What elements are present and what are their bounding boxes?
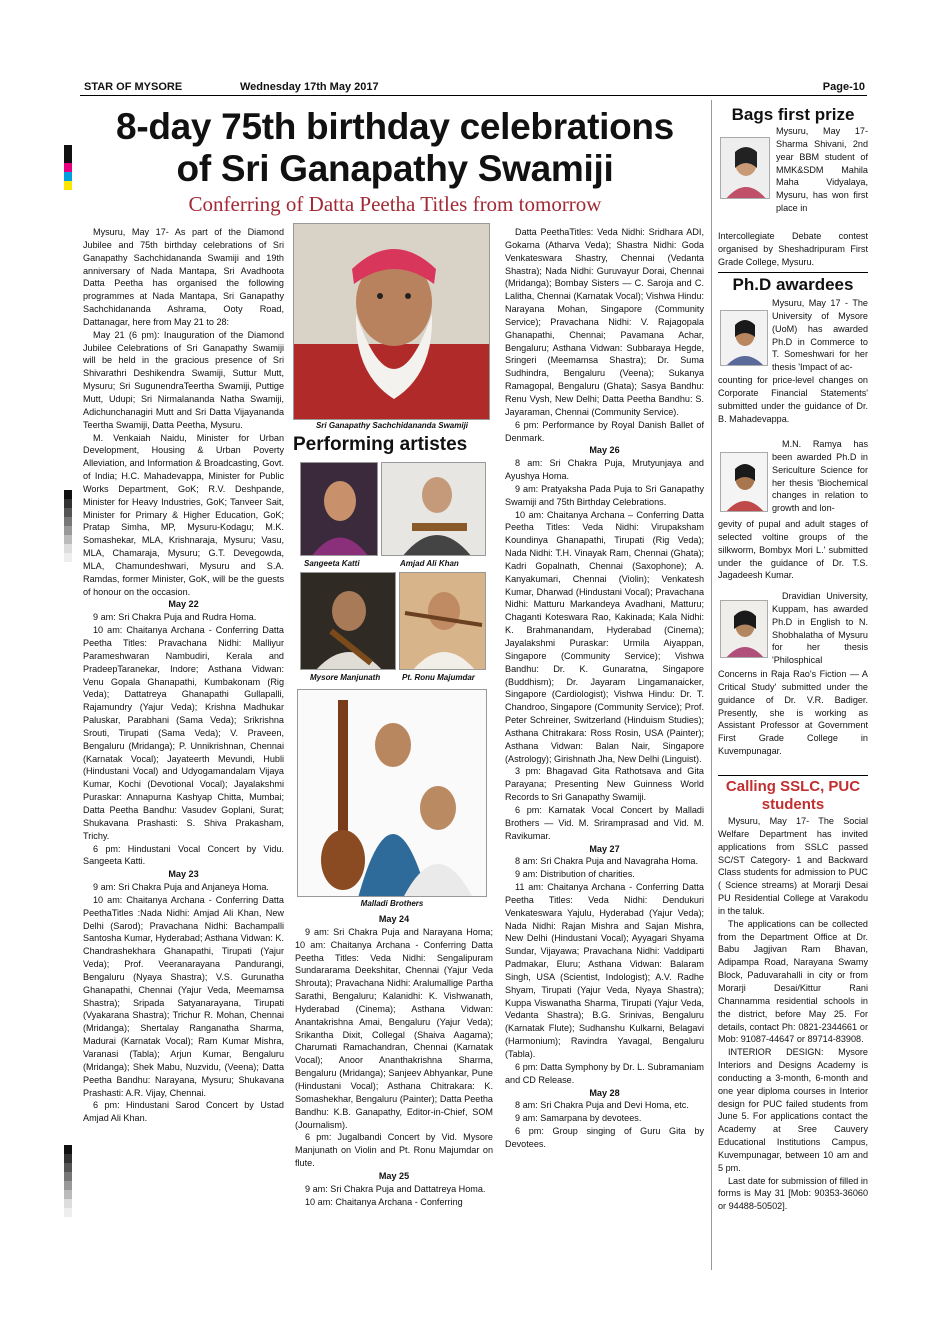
article-paragraph: 9 am: Sri Chakra Puja and Rudra Homa. bbox=[93, 612, 257, 623]
article-paragraph: Mysuru, May 17- The Social Welfare Department has invited applications from SSLC passed SC/ST Category- 1 and Backward Class students for admission to PUC ( Science streams) at Morarji Desai PU Residential College at Varakodu in the taluk. bbox=[718, 816, 868, 916]
date-subheading: May 22 bbox=[168, 599, 199, 610]
article-paragraph: 6 pm: Hindustani Vocal Concert by Vidu. Sangeeta Katti. bbox=[83, 843, 284, 867]
photo-swamiji bbox=[293, 223, 490, 420]
phd-p3-text: Dravidian University, Kuppam, has awarded Ph.D in English to N. Shobhalatha of Mysuru for her thesis 'Philosphical bbox=[772, 591, 868, 666]
article-paragraph: 10 am: Chaitanya Archana - Conferring bbox=[305, 1196, 463, 1207]
article-paragraph: The applications can be collected from the Department Office at Dr. Babu Jagjivan Ram Bhavan, Adipampa Road, Narayana Swamy Block, Paduvarahalli in city or from Morarji Desai/Kittur Rani Channamma residential schools in the district, before May 25. For details, contact Ph: 0821-2344661 or Mob: 91087-44647 or 89714-83908. bbox=[718, 918, 868, 1045]
performing-artistes-heading: Performing artistes bbox=[293, 434, 468, 455]
bags-text-wrap: Mysuru, May 17- Sharma Shivani, 2nd year BBM student of MMK&SDM Mahila Maha Vidyalaya, Mysuru, has won first place in bbox=[776, 126, 868, 214]
phd-p3-wrap bbox=[772, 590, 868, 667]
phd-p3-rest: Concerns in Raja Rao's Fiction — A Critical Study' submitted under the guidance of Dr. V.R. Badiger. Presently, she is working as Assistant Professor at Government First Grade College in Kuvempunagar. bbox=[718, 669, 868, 757]
photo-amjad-ali-khan bbox=[381, 462, 486, 556]
date-subheading: May 24 bbox=[378, 914, 410, 924]
photo-sharma-shivani bbox=[720, 137, 770, 199]
phd-p2-text: M.N. Ramya has been awarded Ph.D in Sericulture Science for her thesis 'Biochemical changes in relation to growth and lon- bbox=[772, 439, 868, 514]
caption-manjunath: Mysore Manjunath bbox=[310, 673, 381, 682]
caption-malladi: Malladi Brothers bbox=[360, 899, 424, 908]
article-paragraph: 9 am: Pratyaksha Pada Puja to Sri Ganapathy Swamiji and 75th Birthday Celebrations. bbox=[505, 483, 704, 507]
caption-khan: Amjad Ali Khan bbox=[400, 559, 459, 568]
article-paragraph: 6 pm: Jugalbandi Concert by Vid. Mysore Manjunath on Violin and Pt. Ronu Majumdar on flute. bbox=[295, 1132, 493, 1169]
date-subheading: May 23 bbox=[168, 869, 199, 880]
phd-p1-rest: counting for price-level changes on Corporate Financial Statements' submitted under the guidance of Dr. B. Mahadevappa. bbox=[718, 375, 868, 424]
page-number: Page-10 bbox=[822, 81, 865, 93]
photo-sangeeta-katti bbox=[300, 462, 378, 556]
phd-heading: Ph.D awardees bbox=[732, 275, 854, 294]
article-paragraph: 3 pm: Bhagavad Gita Rathotsava and Gita Parayana; Presenting New Guinness World Records to Sri Ganapathy Swamiji. bbox=[505, 766, 704, 803]
caption-swamiji: Sri Ganapathy Sachchidananda Swamiji bbox=[315, 421, 469, 430]
subheadline: Conferring of Datta Peetha Titles from tomorrow bbox=[188, 192, 602, 216]
article-paragraph: Datta PeethaTitles: Veda Nidhi: Sridhara ADI, Gokarna (Atharva Veda); Shastra Nidhi: Goda Venkateswara Shastry, Chennai (Vedanta Shastra); Nada Nidhi: Guruvayur Dorai, Chennai (Mridanga); Bombay Sisters — C. Saroja and C. Lalitha, Chennai (Karnatak Vocal); Vishwa Hindu: Narayana Mohan, Singapore (Community Service); Pravachana Nidhi: V. Rajagopala Ghanapathi, Chennai; Pavamana Achar, Bengaluru; Asthana Vidwan: Subbaraya Hegde, Sringeri (Meemamsa Shastra); Dr. Suma Sudhindra, Bengaluru (Veena); Sukanya Ramagopal, Bengaluru (Ghata); Sasya Bandhu: Renu Vysh, New Delhi; Datta Peetha Bandhu: S. Jayaraman, Chennai (Community Service). bbox=[505, 227, 704, 417]
headline-line-2: of Sri Ganapathy Swamiji bbox=[176, 148, 614, 189]
photo-shobhalatha bbox=[720, 600, 768, 658]
photo-ronu-majumdar bbox=[399, 572, 486, 670]
column-divider bbox=[711, 100, 712, 1270]
article-paragraph: 6 pm: Group singing of Guru Gita by Devotees. bbox=[505, 1126, 704, 1149]
caption-majumdar: Pt. Ronu Majumdar bbox=[402, 673, 475, 682]
article-paragraph: Mysuru, May 17- As part of the Diamond Jubilee and 75th birthday celebrations of Sri Ganapathy Sachchidananda Swamiji and 19th anniversary of Nada Mantapa, Sri Avadhoota Datta Peetha has organised the following programmes at Nada Mantapa, Sri Ganapathy Sachchidananda Ashrama, Ooty Road, Dattanagar, here from May 21 to 28: bbox=[83, 227, 284, 327]
article-paragraph: Last date for submission of filled in forms is May 31 [Mob: 90353-36060 or 94488-50502]. bbox=[718, 1175, 868, 1212]
article-paragraph: M. Venkaiah Naidu, Minister for Urban Development, Housing & Urban Poverty Alleviation, and Information & Broadcasting, Govt. of India; H.C. Mahadevappa, Minister for Public Works Department, GoK; R.V. Deshpande, Minister for Heavy Industries, GoK; Tanveer Sait, Minister for Primary & Higher Education, GoK; Pratap Simha, MP, Mysuru-Kodagu; M.K. Somashekar, MLA, Krishnaraja, Mysuru; Vasu, MLA, Chamaraja, Mysuru; G.T. Devegowda, MLA, Chamundeshwari, Mysuru and S.A. Ramdas, former Minister, GoK, will be the guests of honour on the occasion. bbox=[83, 432, 284, 597]
article-paragraph: 6 pm: Datta Symphony by Dr. L. Subramaniam and CD Release. bbox=[505, 1061, 704, 1085]
article-paragraph: 9 am: Sri Chakra Puja and Narayana Homa; 10 am: Chaitanya Archana - Conferring Datta Peetha Titles: Veda Nidhi: Sengalipuram Sundararama Deekshitar, Chennai (Yajur Veda Shrouta); Pravachana Nidhi: Aralumallige Partha Sarathi, Bengaluru; Kalanidhi: K. Vishwanath, Hyderabad (Cinema); Asthana Vidwan: Anantakrishna Amai, Bengaluru (Yajur Veda); Srikantha Dixit, Collegal (Shaiva Aagama); Charumati Ramachandran, Chennai (Karnatak Vocal); Anoor Ananthakrishna Sharma, Bengaluru (Mridanga); Sanjeev Abhyankar, Pune (Hindustani Vocal); Asthana Chitrakara: K. Somashekhar, Bengaluru (Painter); Datta Peetha Bandhu: K.B. Ganapathy, Editor-in-Chief, SOM (Journalism). bbox=[295, 926, 493, 1130]
article-paragraph: 8 am: Sri Chakra Puja, Mrutyunjaya and Ayushya Homa. bbox=[505, 458, 704, 482]
article-paragraph: 10 am: Chaitanya Archana - Conferring Datta Peetha Titles: Pravachana Nidhi: Malliyur Parameshwaran Nambudiri, Kerala and PradeepTaranekar, Indore; Asthana Vidwan: Venu Gopala Ghanapathi, Kumbakonam (Rig Veda); Dattatreya Ghanapathi Gullapalli, Rajamundry (Yajur Veda); Krishna Madhukar Paluskar, Parabhani (Sama Veda); Srikrishna Srouti, Tirupati (Sama Veda); V. Praveen, Bengaluru (Mridanga); P. Unnikrishnan, Chennai (Karnatak Vocal); Jayateerth Mevundi, Hubli (Hindustani Vocal) and Udyogamandalam Vijaya Kumar, Kochi (Devotional Vocal); Jayalakshmi Puraskar: Annapurna Kashyap Chitta, Mumbai; Datta Peetha Bandhu: Vasudev Goplani, Surat; Shukavana Prashasti: S. Shiva Prakasham, Trichy. bbox=[83, 625, 284, 841]
bags-heading: Bags first prize bbox=[731, 105, 855, 124]
sslc-heading-line-1: Calling SSLC, PUC bbox=[725, 778, 861, 795]
sslc-heading bbox=[718, 778, 868, 814]
article-paragraph: 6 pm: Hindustani Sarod Concert by Ustad Amjad Ali Khan. bbox=[83, 1100, 284, 1124]
header-rule bbox=[80, 95, 867, 96]
article-paragraph: 9 am: Sri Chakra Puja and Anjaneya Homa. bbox=[93, 882, 269, 893]
article-paragraph: 11 am: Chaitanya Archana - Conferring Datta Peetha Titles: Veda Nidhi: Dendukuri Venkateswara Yajulu, Hyderabad (Yajur Veda); Nada Nidhi: Rajan Mishra and Sajan Mishra, New Delhi (Hindustani Vocal); Ayyagari Shyama Sundar, Vijayawa; Pravachana Nidhi: Vaddiparti Padmakar, Eluru; Asthana Vidwan: Balaram Singh, USA (Scientist, Indologist); A.V. Radhe Shyam, Tirupati (Yajur Veda, Nyaya Shastra); Kuppa Viswanatha Sharma, Tirupati (Yajur Veda, Vedanta Shastra); B.G. Srinivas, Bengaluru (Karnatak Flute); Sudhanshu Kulkarni, Belagavi (Harmonium); Ravindra Yavagal, Bengaluru (Tabla). bbox=[505, 882, 704, 1059]
rule-1 bbox=[718, 272, 868, 273]
article-paragraph: 10 am: Chaitanya Archana - Conferring Datta PeethaTitles :Nada Nidhi: Amjad Ali Khan, New Delhi (Sarod); Pravachana Nidhi: Bachampalli Santosha Kumar, Hyderabad; Asthana Vidwan: K. Chandrashekhara Ghanapathi, Tirupati (Yajur Veda); Prof. Veeranarayana Pandurangi, Bengaluru (Nyaya Shastra); V.S. Gurunatha Ghanapathi, Chennai (Yajur Veda, Meemamsa Shastra); Sripada Satyanarayana, Tirupati (Vyakarana Shastra); Trichur R. Mohan, Chennai (Mridanga); Shertalay Ranganatha Sharma, Madurai (Karnatak Vocal); Ram Kumar Mishra, Varanasi (Tabla); Arjun Kumar, Bengaluru (Mridanga); Shek Mabu, Nuzvidu, (Veena); Datta Peetha Bandhu: Narayana, Mysuru; Shukavana Prashasti: A.R. Vijay, Chennai. bbox=[83, 894, 284, 1098]
article-paragraph: 9 am: Sri Chakra Puja and Dattatreya Homa. bbox=[305, 1183, 486, 1194]
article-paragraph: 9 am: Distribution of charities. bbox=[515, 869, 635, 880]
sslc-heading-line-2: students bbox=[761, 796, 825, 813]
phd-p2-rest: gevity of pupal and adult stages of selected voltine groups of the silkworm, Bombyx Mori L.' submitted under the guidance of Dr. T.S. Jagadeesh Kumar. bbox=[718, 519, 868, 581]
headline bbox=[80, 106, 710, 190]
registration-marks-mid bbox=[64, 490, 72, 562]
article-column-3 bbox=[505, 226, 704, 1151]
article-paragraph: May 21 (6 pm): Inauguration of the Diamond Jubilee Celebrations of Sri Ganapathy Swamiji will be held in the gracious presence of Sri Shivarathri Deshikendra Swamiji, Suttur Mutt, Mysuru; Sri SugunendraTeertha Swamiji, Puttige Mutt, Udupi; Sri Nirmalananda Natha Swamiji, Adichunchanagiri Mutt and Sri Datta Vijayananda Teertha Swamiji, Datta Peetha, Mysuru. bbox=[83, 329, 284, 430]
article-paragraph: 8 am: Sri Chakra Puja and Devi Homa, etc. bbox=[515, 1100, 689, 1111]
registration-marks-top bbox=[64, 145, 72, 190]
article-column-1 bbox=[83, 226, 284, 1125]
phd-p2-wrap bbox=[772, 438, 868, 515]
date-subheading: May 27 bbox=[589, 843, 620, 854]
rule-2 bbox=[718, 775, 868, 776]
issue-date: Wednesday 17th May 2017 bbox=[240, 81, 379, 93]
sslc-text bbox=[718, 815, 868, 1213]
registration-marks-bottom bbox=[64, 1145, 72, 1217]
photo-someshwari bbox=[720, 310, 768, 366]
photo-mysore-manjunath bbox=[300, 572, 396, 670]
date-subheading: May 26 bbox=[589, 445, 620, 456]
article-paragraph: 9 am: Samarpana by devotees. bbox=[515, 1113, 642, 1124]
date-subheading: May 25 bbox=[378, 1170, 410, 1181]
article-paragraph: INTERIOR DESIGN: Mysore Interiors and Designs Academy is conducting a 3-month, 6-month and one year diploma courses in Interior design for PUC failed students from June 5. For applications contact the Academy at Sree Cauvery Educational Institutions Campus, Kuvempunagar, between 10 am and 5 pm. bbox=[718, 1047, 868, 1173]
article-paragraph: 6 pm: Karnatak Vocal Concert by Malladi Brothers — Vid. M. Sriramprasad and Vid. M. Ravikumar. bbox=[505, 804, 704, 841]
photo-malladi-brothers bbox=[297, 689, 487, 897]
date-subheading: May 28 bbox=[589, 1087, 620, 1098]
article-paragraph: 8 am: Sri Chakra Puja and Navagraha Homa. bbox=[515, 856, 698, 867]
headline-line-1: 8-day 75th birthday celebrations bbox=[116, 106, 674, 147]
article-paragraph: 6 pm: Performance by Royal Danish Ballet of Denmark. bbox=[505, 419, 704, 443]
article-column-2 bbox=[295, 913, 493, 1208]
bags-text: Intercollegiate Debate contest organised by Sheshadripuram First Grade College, Mysuru. bbox=[718, 231, 868, 267]
caption-katti: Sangeeta Katti bbox=[304, 559, 360, 568]
article-paragraph: 10 am: Chaitanya Archana – Conferring Datta Peetha Titles: Veda Nidhi: Virupaksham Koundinya Ghanapathi, Tirupati (Rig Veda); Nada Nidhi: T.H. Vinayak Ram, Chennai (Ghata); Kadri Gopalnath, Chennai (Saxophone); A. Kanyakumari, Chennai (Violin); Venkatesh Kumar, Dharwad (Hindustani Vocal); Pravachana Nidhi: Matturu Markandeya Avadhani, Matturu; Chaganti Koteswara Rao, Kakinada; Kala Nidhi: K. Brahmanandam, Hyderabad (Cinema); Jayalakshmi Puraskar: Urmila Aiyappan, Singapore (Community Service); Vishwa Bandhu: Dr. K. Gunaratna, Singapore (Buddhism); Dr. Jayaram Lingamanaicker, Singapore (Cardiologist); Vishwa Hindu: Dr. T. Chandroo, Singapore (Community Service); Prof. Peter Schreiner, Switzerland (Hinduism Studies); Asthana Chitrakara: Ross Rosin, USA (Painter); Asthana Vidwan: Balan Nair, Singapore (Astrology); Girishnath Jha, New Delhi (Linguist). bbox=[505, 509, 704, 764]
phd-p1-wrap: Mysuru, May 17 - The University of Mysore (UoM) has awarded Ph.D in Commerce to T. Someshwari for her thesis 'Impact of ac- bbox=[772, 298, 868, 373]
photo-ramya bbox=[720, 452, 768, 512]
page-header bbox=[80, 80, 867, 95]
paper-name: STAR OF MYSORE bbox=[84, 81, 183, 93]
